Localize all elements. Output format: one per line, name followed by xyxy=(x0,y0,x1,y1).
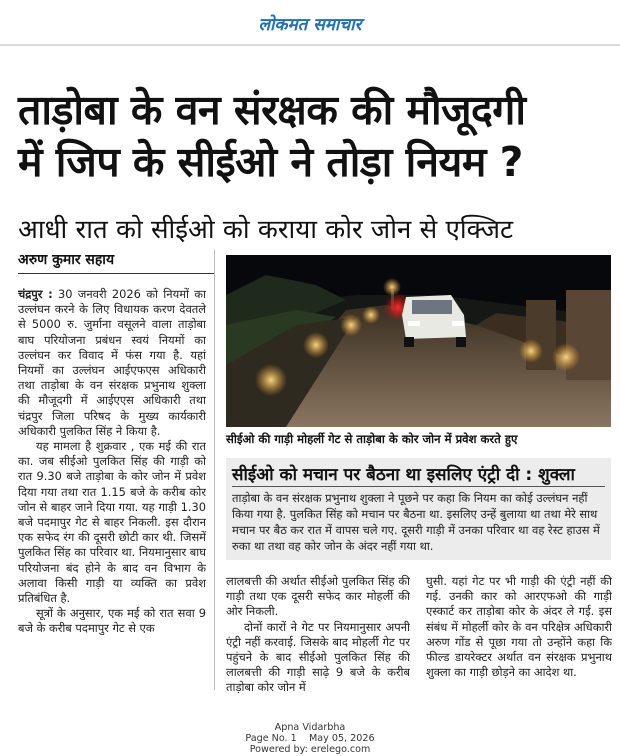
paragraph: घुसी. यहां गेट पर भी गाड़ी की एंट्री नहीं की गई. उनकी कार को आरएफओ की गाड़ी एस्कार्ट कर ताड़ोबा कोर के अंदर ले गई. इस संबंध में मोहर्ली कोर के वन परिक्षेत्र अधिकारी अरुण गोंड से पूछा गया तो उन्होंने कहा कि फील्ड डायरेक्टर अर्थात वन संरक्षक प्रभुनाथ शुक्ला का गाड़ी छोड़ने का आदेश था. xyxy=(426,574,612,680)
photo-caption: सीईओ की गाड़ी मोहर्ली गेट से ताड़ोबा के कोर जोन में प्रवेश करते हुए xyxy=(226,432,518,446)
quote-box xyxy=(226,458,611,560)
night-road-photo xyxy=(226,255,611,427)
headline-line-1: ताड़ोबा के वन संरक्षक की मौजूदगी xyxy=(18,86,526,134)
lead-text: 30 जनवरी 2026 को नियमों का उल्लंघन करने के लिए विधायक करण देवतले से 5000 रु. जुर्माना वसूलने वाला ताड़ोबा बाघ परियोजना प्रबंधन स्वयं नियमों का उल्लंघन कर विवाद में फंस गया है. यहां नियमों का उल्लंघन आईएफएस अधिकारी तथा ताड़ोबा के वन संरक्षक प्रभुनाथ शुक्ला की मौजूदगी में आईएएस अधिकारी तथा चंद्रपुर जिला परिषद के मुख्य कार्यकारी अधिकारी पुलकित सिंह ने किया है. xyxy=(18,287,206,438)
column-divider xyxy=(214,250,215,690)
headline xyxy=(18,84,613,188)
quote-body: ताड़ोबा के वन संरक्षक प्रभुनाथ शुक्ला ने पूछने पर कहा कि नियम का कोई उल्लंघन नहीं किया गया है. पुलकित सिंह को मचान पर बैठना था. इसलिए उन्हें बुलाया था तथा मेरे साथ मचान पर बैठ कर रात में वापस चले गए. दूसरी गाड़ी में उनका परिवार था वह रेस्ट हाउस में रुका था तथा वह कोर जोन के अंदर नहीं गया था. xyxy=(232,491,600,553)
powered-by-link[interactable]: Powered by: erelego.com xyxy=(249,744,371,755)
paragraph: सूत्रों के अनुसार, एक मई को रात सवा 9 बजे के करीब पदमापुर गेट से एक xyxy=(18,606,206,636)
page-footer xyxy=(0,722,620,755)
article-column-1 xyxy=(18,287,206,697)
paragraph: लालबत्ती की अर्थात सीईओ पुलकित सिंह की गाड़ी तथा एक दूसरी सफेद कार मोहर्ली की ओर निकली. xyxy=(226,574,410,619)
subheadline: आधी रात को सीईओ को कराया कोर जोन से एक्जिट xyxy=(18,215,514,245)
page-and-date: Page No. 1 May 05, 2026 xyxy=(245,733,375,744)
masthead-divider xyxy=(0,44,620,46)
masthead xyxy=(0,0,620,44)
article-column-3 xyxy=(426,574,612,696)
quote-divider xyxy=(232,486,605,487)
dateline: चंद्रपुर : xyxy=(18,287,53,301)
news-photo xyxy=(226,255,611,427)
paragraph: दोनों कारों ने गेट पर नियमानुसार अपनी एंट्री नहीं करवाई. जिसके बाद मोहर्ली गेट पर पहुंचने के बाद सीईओ पुलकित सिंह की लालबत्ती की गाड़ी साढ़े 9 बजे के करीब ताड़ोबा कोर जोन में xyxy=(226,619,410,695)
byline-divider xyxy=(18,273,214,274)
article-column-2 xyxy=(226,574,410,696)
paragraph: यह मामला है शुक्रवार , एक मई की रात का. जब सीईओ पुलकित सिंह की गाड़ी को रात 9.30 बजे ताड़ोबा के कोर जोन में प्रवेश दिया गया तथा रात 1.15 बजे के करीब कोर जोन से बाहर जाने दिया गया. यह गाड़ी 1.30 बजे पदमापुर गेट से बाहर निकली. इस दौरान एक सफेद रंग की दूसरी छोटी कार थी. जिसमें पुलकित सिंह का परिवार था. नियमानुसार बाघ परियोजना बंद होने के बाद वन विभाग के अलावा किसी गाड़ी या व्यक्ति का प्रवेश प्रतिबंधित है. xyxy=(18,439,206,606)
newspaper-logo: लोकमत समाचार xyxy=(258,15,362,35)
lead-paragraph xyxy=(18,287,206,439)
byline: अरुण कुमार सहाय xyxy=(18,252,115,268)
quote-title: सीईओ को मचान पर बैठना था इसलिए एंट्री दी : शुक्ला xyxy=(232,465,575,485)
edition-name: Apna Vidarbha xyxy=(274,722,346,733)
headline-line-2: में जिप के सीईओ ने तोड़ा नियम ? xyxy=(18,138,523,186)
